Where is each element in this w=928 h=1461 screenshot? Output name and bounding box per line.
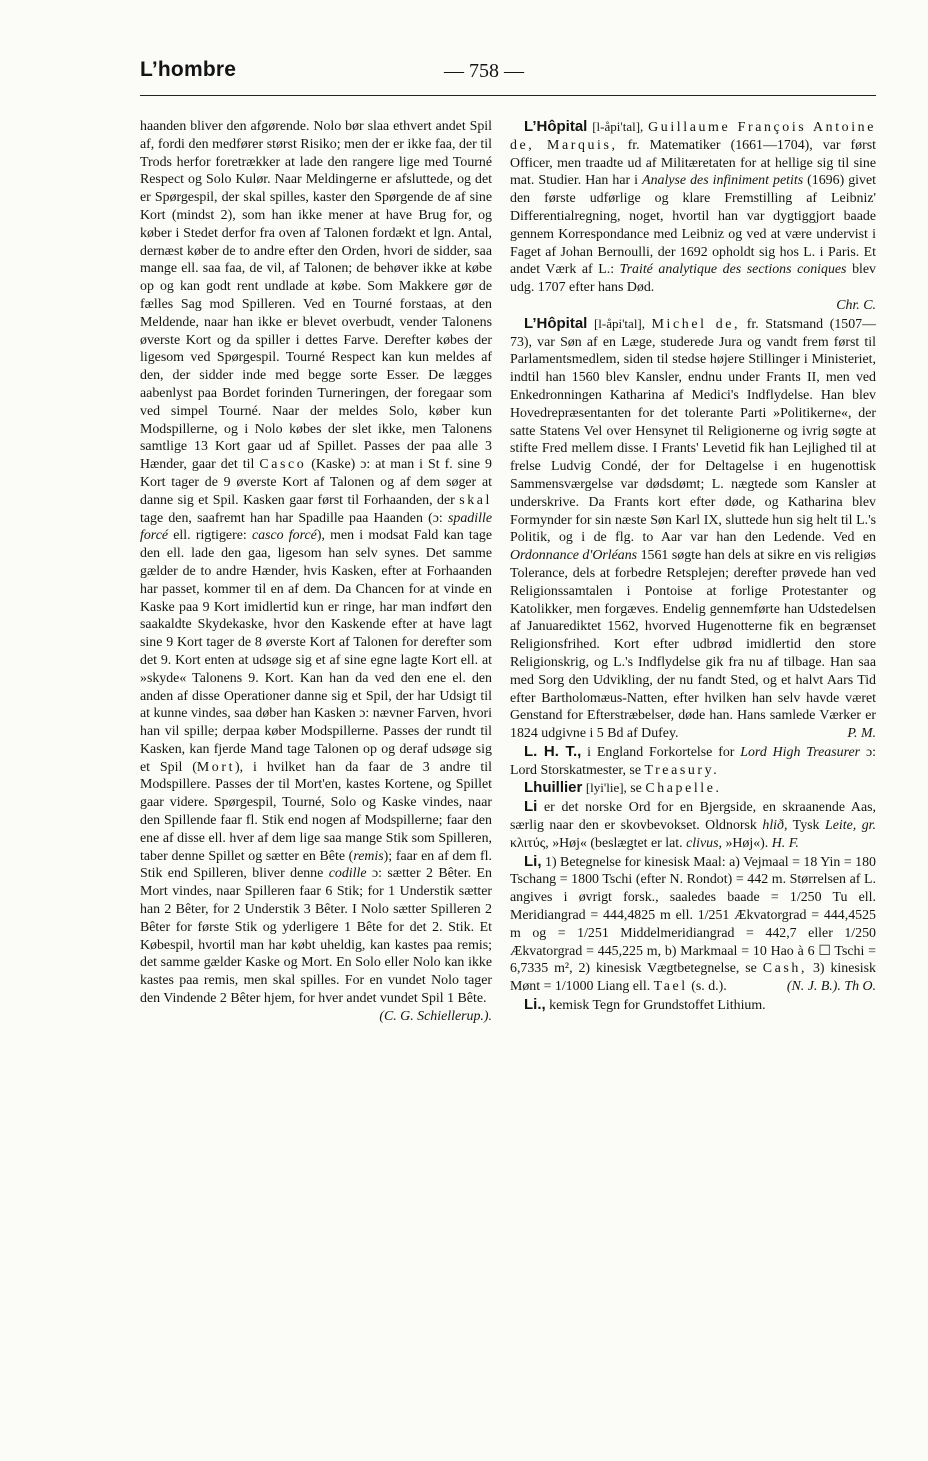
signature: (N. J. B.). Th O. <box>786 979 876 995</box>
entry-lhuillier: Lhuillier [lyi'lie], se Chapelle. <box>524 779 722 797</box>
entry-head: L’Hôpital <box>524 118 588 135</box>
entry-head: L. H. T., <box>524 742 582 760</box>
entry-li-measure: Li, 1) Betegnelse for kinesisk Maal: a) Vejmaal = 18 Yin = 180 Tschang = 1800 Tschi (efter N. Rondot) = 442 m. Størrelsen af L. angives i øvrigt forsk., saaledes baade = 1/250 Tu ell. Meridiangrad = 444,4825 m ell. 1/251 Ækvatorgrad = 444,4525 m og = 1/251 Middelmeridiangrad = 442,7 eller 1/250 Ækvatorgrad = 445,225 m, b) Markmaal = 10 Hao à 6 ☐ Tschi = 6,7335 m², 2) kinesisk Vægtbetegnelse, se Cash, 3) kinesisk Mønt = 1/1000 Liang ell. Tael (s. d.). (N. J. B.). Th O. <box>510 852 876 995</box>
signature: P. M. <box>847 726 876 742</box>
page-header <box>0 0 928 100</box>
entry-lhopital-guillaume: L’Hôpital [l-åpi'tal], Guillaume François Antoine de, Marquis, fr. Matematiker (1661—1704), var først Officer, men traadte ud af Militæretaten for at hellige sig til sine mat. Studier. Han har i Analyse des infiniment petits (1696) givet den første udførlige og klare Fremstilling af Leibniz' Differentialregning, noget, hvortil han var dygtiggjort baade gennem Korrespondance med Leibniz og ved at være undervist i Faget af Johan Bernoulli, der 1692 opholdt sig hos L. i Paris. Et andet Værk af L.: Traité analytique des sections coniques blev udg. 1707 efter hans Død. Chr. C. <box>510 118 877 313</box>
entry-li-lithium: Li., kemisk Tegn for Grundstoffet Lithium. <box>524 996 766 1014</box>
entry-lhopital-michel: L’Hôpital [l-åpi'tal], Michel de, fr. Statsmand (1507—73), var Søn af en Læge, studerede Jura og vandt frem først til Parlamentsmedlem, siden til stedse højere Stillinger i Ministeriet, indtil han 1560 blev Kansler, endnu under Frants II, men ved Enkedronningen Katharina af Medici's Indflydelse. Han blev Hovedrepræsentanten for det tolerante Parti »Politikerne«, der satte Statens Vel over Hensynet til Religionerne og ivrig søgte at stifte Fred mellem disse. I Frants' Levetid fik han Lejlighed til at frelse Ludvig Condé, der for Deltagelse i en hugenottisk Sammensværgelse var dødsdømt; L. nægtede som Kansler at underskrive. Da Frants kort efter døde, og Katharina blev Formynder for sin næste Søn Karl IX, sluttede hun sig helt til L.'s Politik, og i de flg. to Aar var han den Ledende. Ved en Ordonnance d'Orléans 1561 søgte han dels at sikre en vis religiøs Tolerance, dels at forbedre Retsplejen; derefter prøvede han ved Religionssamtalen i Pontoise at forlige Protestanter og Katolikker, men forgæves. Endelig gennemførte han Udstedelsen af Januarediktet 1562, hvorved Hugenotterne fik en begrænset Religionsfrihed. Kort efter udbrød imidlertid den store Religionskrig, og L.'s Indflydelse gik fra nu af tilbage. Han saa med Sorg den Udvikling, der nu fandt Sted, og et halvt Aars Tid efter Bartholomæus-Natten, efter hvilken han selv havde været Genstand for Efterstræbelser, døde han. Hans samlede Værker er 1824 udgivne i 5 Bd af Dufey. P. M. <box>510 314 877 742</box>
right-column <box>510 118 876 1015</box>
page-number: — 758 — <box>444 60 524 82</box>
entry-head: L’Hôpital <box>524 314 588 332</box>
entry-head: Li., <box>524 996 546 1014</box>
header-rule <box>140 95 876 96</box>
entry-lht: L. H. T., i England Forkortelse for Lord High Treasurer ɔ: Lord Storskatmester, se Treasury. <box>510 742 876 778</box>
lhombre-continuation: haanden bliver den afgørende. Nolo bør slaa ethvert andet Spil af, fordi den medfører størst Risiko; men der er ikke faa, der til Trods herfor foretrækker at lade den rangere lige med Tourné Respect og Solo Kulør. Naar Meldingerne er afsluttede, og det er Spørgespil, der skal spilles, kaster den Spørgende de af sine Kort (mindst 2), som han ikke mener at have Brug for, og køber i Stedet derfor fra oven af Talonen fordækt et lgn. Antal, dernæst køber de to andre efter den Orden, hvori de sidder, saa mange ell. saa faa, de vil, af Talonen; de behøver ikke at købe op og kan godt rent undlade at købe. Som Makkere gør de fælles Sag mod Spilleren. Ved en Tourné forstaas, at den Meldende, naar han ikke er blevet overbudt, vender Talonens øverste Kort og da spiller i dettes Farve. Derefter købes der ligesom ved Spørgespil. Tourné Respect kan kun meldes af den, der sidder inde med begge sorte Esser. De lægges aabenlyst paa Bordet forinden Turneringen, der foregaar som ved simpel Tourné. Naar der meldes Solo, køber kun Modspillerne, og i Nolo købes der slet ikke, men Talonens samtlige 13 Kort gaar ud af Spillet. Passes der paa alle 3 Hænder, gaar det til Casco (Kaske) ɔ: at man i St f. sine 9 Kort tager de 9 øverste Kort af Talonen og af dem søger at danne sig et Spil. Kasken gaar først til Forhaanden, der skal tage den, saafremt han har Spadille paa Haanden (ɔ: spadille forcé ell. rigtigere: casco forcé), men i modsat Fald kan tage den ell. lade den gaa, ligesom han selv synes. Det samme gælder de to andre Hænder, hvis Kasken, efter at Forhaanden har passet, kommer til en af dem. Da Chancen for at vinde en Kaske paa 9 Kort imidlertid kun er ringe, har man indført den saakaldte Skydekaske, hvor den Kaskende efter at have lagt sine 9 Kort tager de 8 øverste Kort af Talonen for derefter som det 9. Kort enten at udsøge sig et af sine egne lagte Kort ell. at »skyde« Talonens 9. Kort. Kan han da ved den ene el. den anden af disse Operationer danne sig et Spil, der har Udsigt til at kunne vindes, saa døber han Kasken ɔ: nævner Farven, hvori han vil spille; derpaa køber Modspillerne. Passes der rundt til Kasken, kan fjerde Mand tage Talonen op og deraf udsøge sig et Spil (Mort), i hvilket han da faar de 3 andre til Modspillere. Passes der til Mort'en, kastes Kortene, og Spillet gaar videre. Spørgespil, Tourné, Solo og Kaske vindes, naar den Spillende faar fl. Stik end nogen af Modspillerne; faar den ene af disse ell. hver af dem lige saa mange Stik som Spilleren, taber denne Spillet og sætter en Bête (remis); faar en af dem fl. Stik end Spilleren, bliver denne codille ɔ: sætter 2 Bêter. En Mort vindes, naar Spilleren faar 6 Stik; for 1 Understik sætter han 2 Bêter, for 2 Understik 3 Bêter. I Nolo sætter Spilleren 2 Bêter for første Stik og yderligere 1 Bête for det 2. Stik. Et Købespil, hvortil man har købt uheldig, kan kastes paa remis; det samme gælder Kaske og Mort. En Solo eller Nolo kan ikke kastes paa remis, men skal spilles. For en vundet Nolo tager den Vindende 2 Bêter hjem, for hver andet vundet Spil 1 Bête. (C. G. Schiellerup.). <box>140 119 492 1024</box>
signature-schiellerup: (C. G. Schiellerup.). <box>379 1008 492 1024</box>
running-head-title: L’hombre <box>140 58 237 81</box>
left-column <box>140 118 492 1026</box>
entry-head: Lhuillier <box>524 779 583 797</box>
entry-li-slope: Li er det norske Ord for en Bjergside, en skraanende Aas, særlig naar den er skovbevokset. Oldnorsk hlið, Tysk Leite, gr. κλιτύς, »Høj« (beslægtet er lat. clivus, »Høj«). H. F. <box>510 798 876 851</box>
entry-head: Li, <box>524 852 542 870</box>
signature: Chr. C. <box>836 297 876 313</box>
entry-head: Li <box>524 798 538 816</box>
